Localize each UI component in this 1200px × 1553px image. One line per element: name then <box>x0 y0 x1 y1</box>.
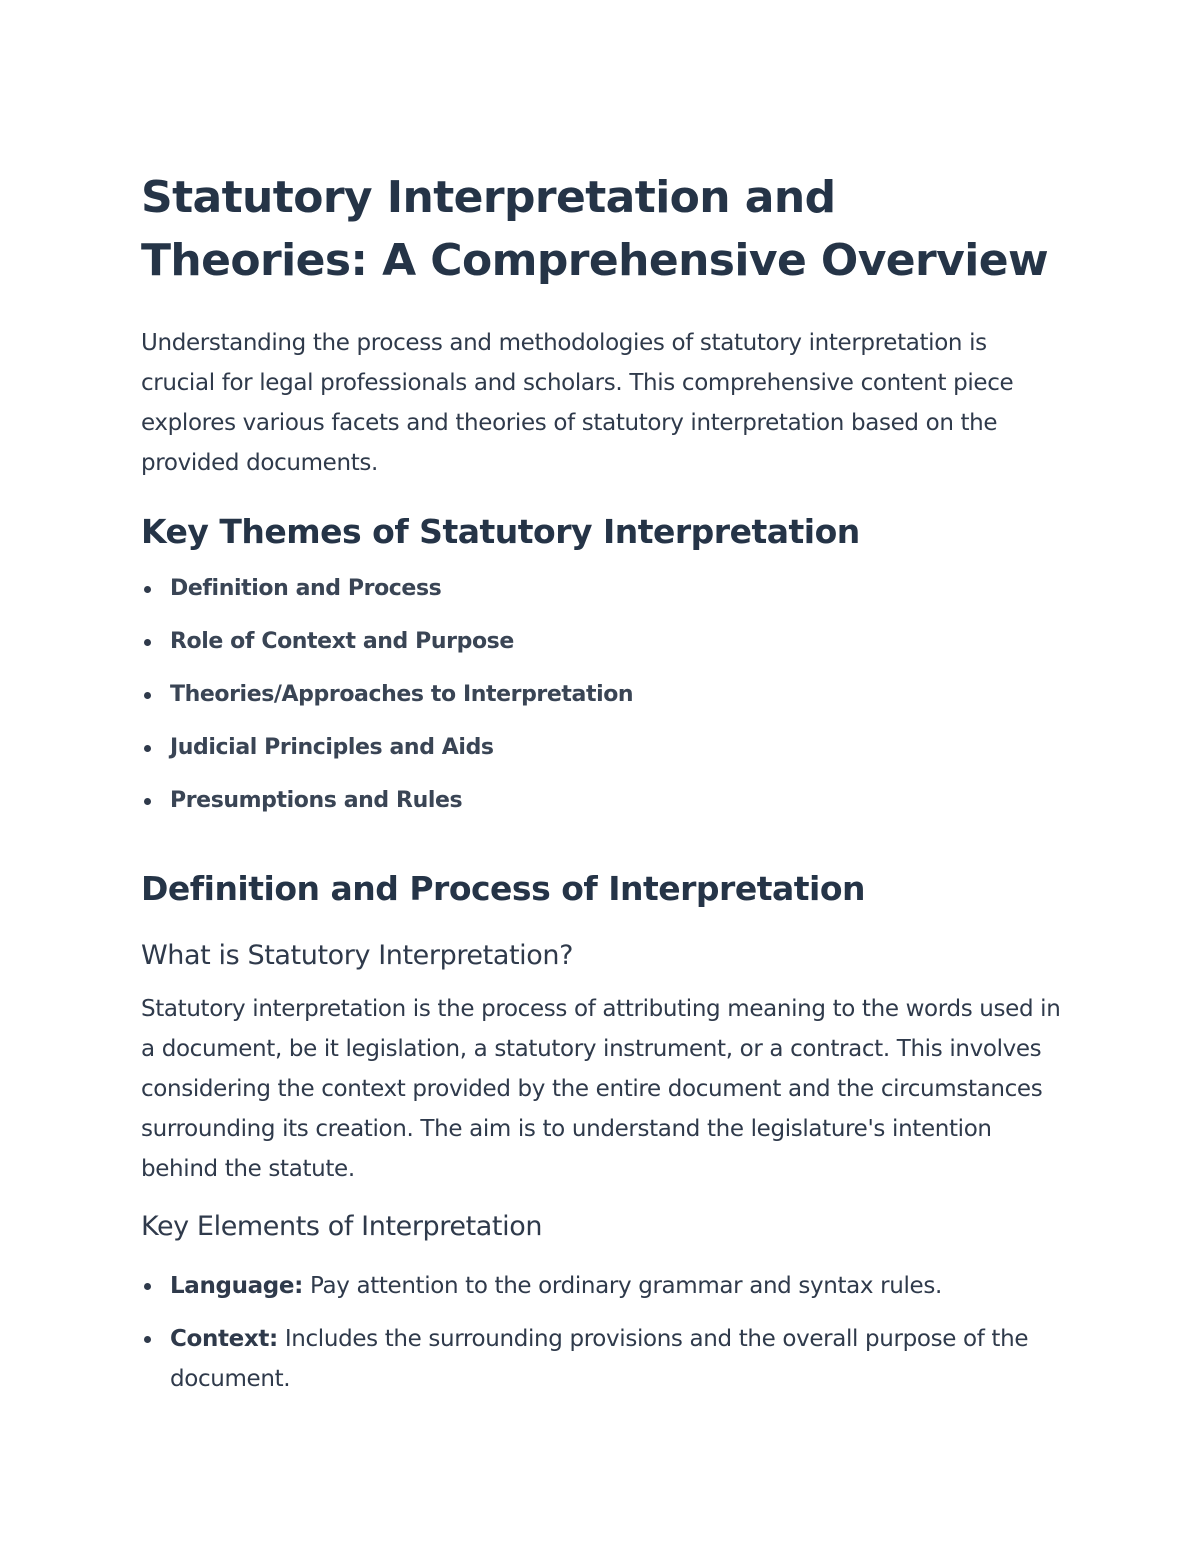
list-item <box>141 571 1061 624</box>
list-item <box>141 783 1061 836</box>
element-description: Pay attention to the ordinary grammar and syntax rules. <box>303 1273 942 1299</box>
list-item-label: Definition and Process <box>170 576 442 601</box>
bullet-icon <box>144 745 151 752</box>
list-item-label: Role of Context and Purpose <box>170 629 514 654</box>
bullet-icon <box>144 1336 151 1343</box>
element-description: Includes the surrounding provisions and the overall purpose of the document. <box>170 1326 1029 1392</box>
list-item-label: Theories/Approaches to Interpretation <box>170 682 634 707</box>
bullet-icon <box>144 692 151 699</box>
intro-paragraph: Understanding the process and methodologies of statutory interpretation is crucial for legal professionals and scholars. This comprehensive content piece explores various facets and theories of statutory interpretation based on the provided documents. <box>141 330 1014 476</box>
list-item <box>141 624 1061 677</box>
list-item-label: Judicial Principles and Aids <box>170 735 494 760</box>
definition-section-heading: Definition and Process of Interpretation <box>141 869 865 908</box>
element-term: Language: <box>170 1273 304 1299</box>
page-title: Statutory Interpretation and Theories: A Comprehensive Overview <box>141 172 1048 286</box>
element-term: Context: <box>170 1326 278 1352</box>
bullet-icon <box>144 639 151 646</box>
what-is-paragraph: Statutory interpretation is the process of attributing meaning to the words used in a document, be it legislation, a statutory instrument, or a contract. This involves considering the context provided by the entire document and the circumstances surrounding its creation. The aim is to understand the legislature's intention behind the statute. <box>141 996 1061 1182</box>
list-item <box>141 1266 1061 1306</box>
bullet-icon <box>144 1283 151 1290</box>
list-item-label: Presumptions and Rules <box>170 788 463 813</box>
what-is-heading: What is Statutory Interpretation? <box>141 940 574 971</box>
list-item <box>141 677 1061 730</box>
list-item <box>141 1319 1061 1399</box>
key-themes-list <box>141 571 1061 836</box>
document-page <box>141 166 1061 1412</box>
key-elements-list <box>141 1266 1061 1399</box>
bullet-icon <box>144 586 151 593</box>
key-themes-heading: Key Themes of Statutory Interpretation <box>141 512 860 551</box>
list-item <box>141 730 1061 783</box>
bullet-icon <box>144 798 151 805</box>
key-elements-heading: Key Elements of Interpretation <box>141 1211 543 1242</box>
